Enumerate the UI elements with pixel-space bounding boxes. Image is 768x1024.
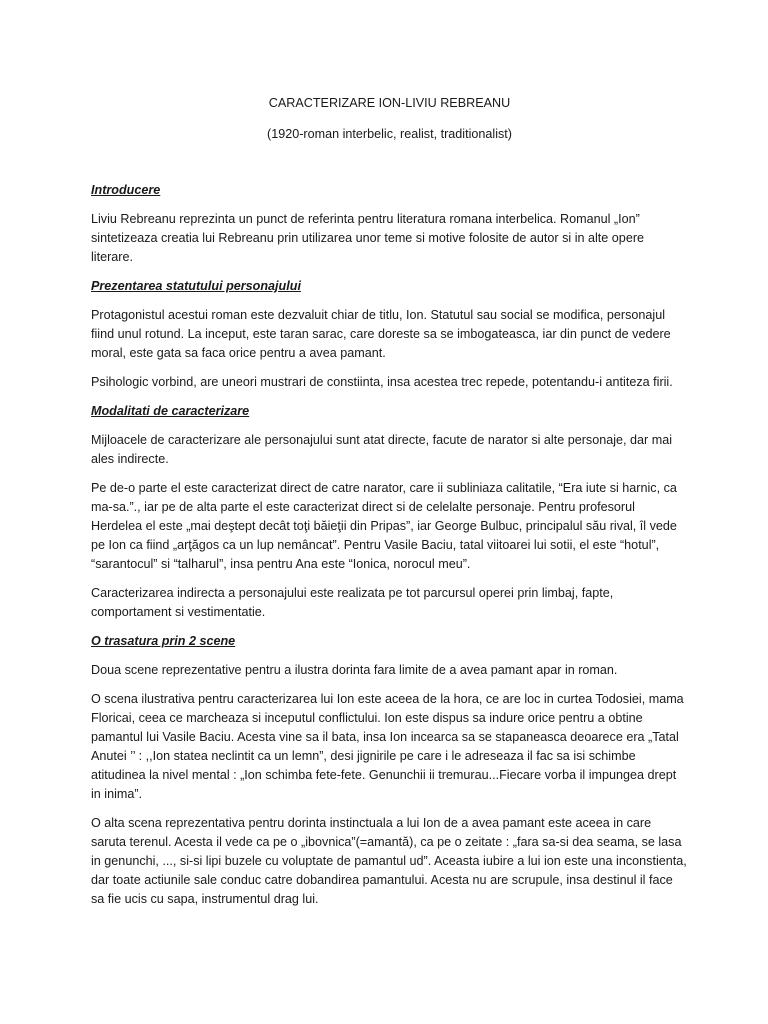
section-heading-prezentarea-statutului: Prezentarea statutului personajului [91, 279, 301, 293]
section-heading-introducere: Introducere [91, 183, 161, 197]
document-title: CARACTERIZARE ION-LIVIU REBREANU [268, 96, 511, 110]
paragraph: Psihologic vorbind, are uneori mustrari de constiinta, insa acestea trec repede, potentandu-i antiteza firii. [91, 375, 673, 389]
paragraph: Doua scene reprezentative pentru a ilustra dorinta fara limite de a avea pamant apar in roman. [91, 663, 618, 677]
paragraph: Liviu Rebreanu reprezinta un punct de referinta pentru literatura romana interbelica. Romanul „Ion” sintetizeaza creatia lui Rebreanu prin utilizarea unor teme si motive folosite de autor si in alte opere literare. [91, 212, 645, 264]
paragraph: O alta scena reprezentativa pentru dorinta instinctuala a lui Ion de a avea pamant este aceea in care saruta terenul. Acesta il vede ca pe o „ibovnica”(=amantă), ca pe o zeitate : „fara sa-si dea seama, se lasa in genunchi, ..., si-si lipi buzele cu voluptate de pamantul ud”. Aceasta iubire a lui ion este una inconstienta, dar toate actiunile sale conduc catre dobandirea pamantului. Acesta nu are scrupule, insa destinul il face sa fie ucis cu sapa, instrumentul drag lui. [91, 816, 687, 906]
paragraph: Protagonistul acestui roman este dezvaluit chiar de titlu, Ion. Statutul sau social se modifica, personajul fiind unul rotund. La inceput, este taran sarac, care doreste sa se imbogateasca, iar din punct de vedere moral, este gata sa faca orice pentru a avea pamant. [91, 308, 671, 360]
paragraph: Pe de-o parte el este caracterizat direct de catre narator, care ii subliniaza calitatile, “Era iute si harnic, ca ma-sa.”., iar pe de alta parte el este caracterizat direct si de celelalte personaje. Pentru profesorul Herdelea el este „mai deştept decât toţi băieţii din Pripas”, iar George Bulbuc, principalul său rival, îl vede pe Ion ca fiind „arţăgos ca un lup nemâncat”. Pentru Vasile Baciu, tatal viitoarei lui sotii, el este “hotul”, “sarantocul” si “talharul”, insa pentru Ana este “Ionica, norocul meu”. [91, 481, 677, 571]
document-subtitle: (1920-roman interbelic, realist, traditionalist) [267, 127, 512, 141]
paragraph: Caracterizarea indirecta a personajului este realizata pe tot parcursul operei prin limbaj, fapte, comportament si vestimentatie. [91, 586, 614, 619]
paragraph: Mijloacele de caracterizare ale personajului sunt atat directe, facute de narator si alte personaje, dar mai ales indirecte. [91, 433, 673, 466]
section-heading-modalitati-de-caracterizare: Modalitati de caracterizare [91, 404, 250, 418]
paragraph: O scena ilustrativa pentru caracterizarea lui Ion este aceea de la hora, ce are loc in curtea Todosiei, mama Floricai, ceea ce marcheaza si inceputul conflictului. Ion este dispus sa indure orice pentru a obtine pamantul lui Vasile Baciu. Acesta vine sa il bata, insa Ion incearca sa se stapaneasca deoarece era „Tatal Anutei ’’ : ,,Ion statea neclintit ca un lemn”, desi jignirile pe care i le adreseaza il fac sa isi schimbe atitudinea la nivel mental : „Ion schimba fete-fete. Genunchii ii tremurau...Fiecare vorba il impungea drept in inima”. [91, 692, 684, 801]
section-heading-o-trasatura-prin-2-scene: O trasatura prin 2 scene [91, 634, 236, 648]
